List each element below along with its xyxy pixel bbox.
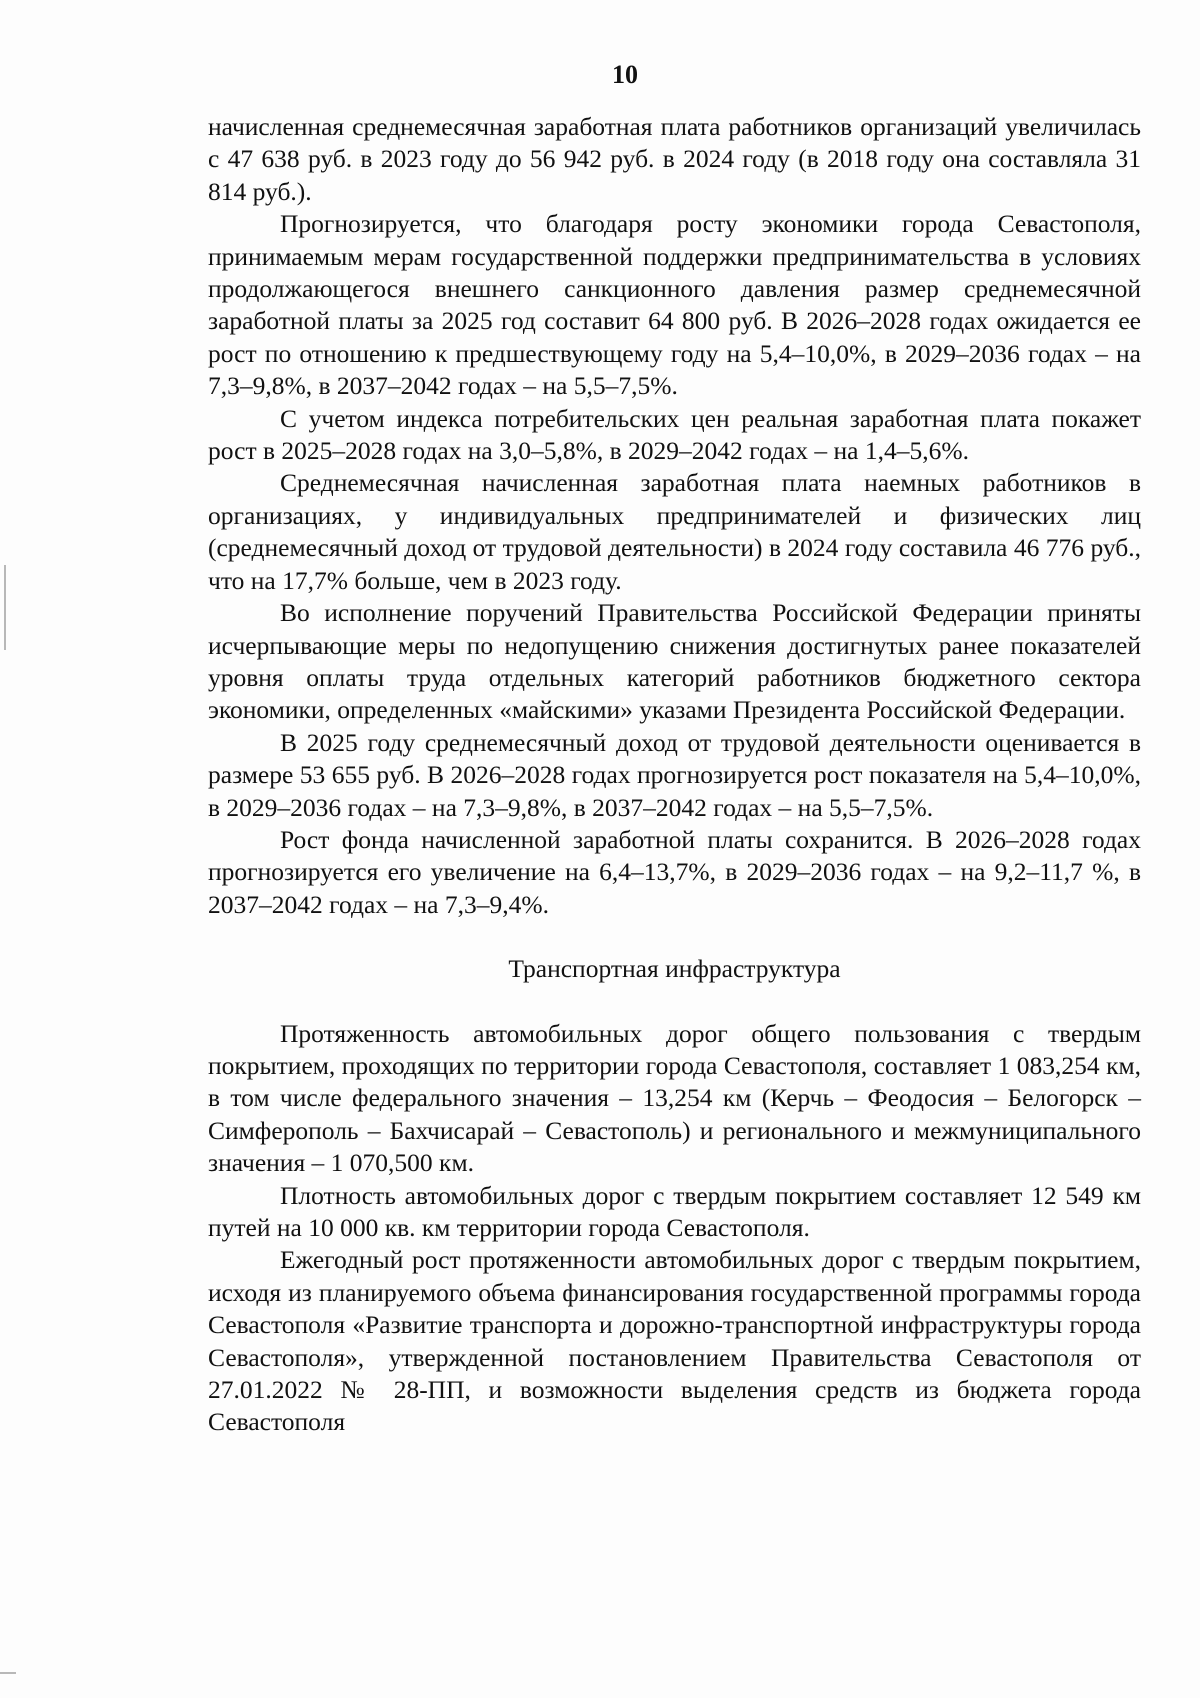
paragraph: С учетом индекса потребительских цен реальная заработная плата покажет рост в 2025–2028 годах на 3,0–5,8%, в 2029–2042 годах – на 1,4–5,6%. xyxy=(208,403,1141,466)
paragraph: Прогнозируется, что благодаря росту экономики города Севастополя, принимаемым мерам государственной поддержки предпринимательства в условиях продолжающегося внешнего санкционного давления размер среднемесячной заработной платы за 2025 год составит 64 800 руб. В 2026–2028 годах ожидается ее рост по отношению к предшествующему году на 5,4–10,0%, в 2029–2036 годах – на 7,3–9,8%, в 2037–2042 годах – на 5,5–7,5%. xyxy=(208,209,1141,401)
document-body xyxy=(208,111,1141,1439)
paragraph: Плотность автомобильных дорог с твердым покрытием составляет 12 549 км путей на 10 000 кв. км территории города Севастополя. xyxy=(208,1180,1141,1242)
scan-edge-mark xyxy=(0,1672,16,1674)
paragraph: В 2025 году среднемесячный доход от трудовой деятельности оценивается в размере 53 655 руб. В 2026–2028 годах прогнозируется рост показателя на 5,4–10,0%, в 2029–2036 годах – на 7,3–9,8%, в 2037–2042 годах – на 5,5–7,5%. xyxy=(208,727,1141,822)
paragraph: Ежегодный рост протяженности автомобильных дорог с твердым покрытием, исходя из планируемого объема финансирования государственной программы города Севастополя «Развитие транспорта и дорожно-транспортной инфраструктуры города Севастополя», утвержденной постановлением Правительства Севастополя от 27.01.2022 № 28-ПП, и возможности выделения средств из бюджета города Севастополя xyxy=(208,1245,1141,1437)
page-number: 10 xyxy=(612,60,638,89)
paragraph: Рост фонда начисленной заработной платы сохранится. В 2026–2028 годах прогнозируется его увеличение на 6,4–13,7%, в 2029–2036 годах – на 9,2–11,7 %, в 2037–2042 годах – на 7,3–9,4%. xyxy=(208,824,1141,919)
scan-edge-mark xyxy=(4,565,6,650)
paragraph: Во исполнение поручений Правительства Российской Федерации приняты исчерпывающие меры по недопущению снижения достигнутых ранее показателей уровня оплаты труда отдельных категорий работников бюджетного сектора экономики, определенных «майскими» указами Президента Российской Федерации. xyxy=(208,598,1141,725)
paragraph: Среднемесячная начисленная заработная плата наемных работников в организациях, у индивидуальных предпринимателей и физических лиц (среднемесячный доход от трудовой деятельности) в 2024 году составила 46 776 руб., что на 17,7% больше, чем в 2023 году. xyxy=(208,468,1141,595)
section-heading: Транспортная инфраструктура xyxy=(508,954,841,984)
paragraph: Протяженность автомобильных дорог общего пользования с твердым покрытием, проходящих по территории города Севастополя, составляет 1 083,254 км, в том числе федерального значения – 13,254 км (Керчь – Феодосия – Белогорск – Симферополь – Бахчисарай – Севастополь) и регионального и межмуниципального значения – 1 070,500 км. xyxy=(208,1018,1141,1178)
paragraph: начисленная среднемесячная заработная плата работников организаций увеличилась с 47 638 руб. в 2023 году до 56 942 руб. в 2024 году (в 2018 году она составляла 31 814 руб.). xyxy=(208,112,1141,206)
